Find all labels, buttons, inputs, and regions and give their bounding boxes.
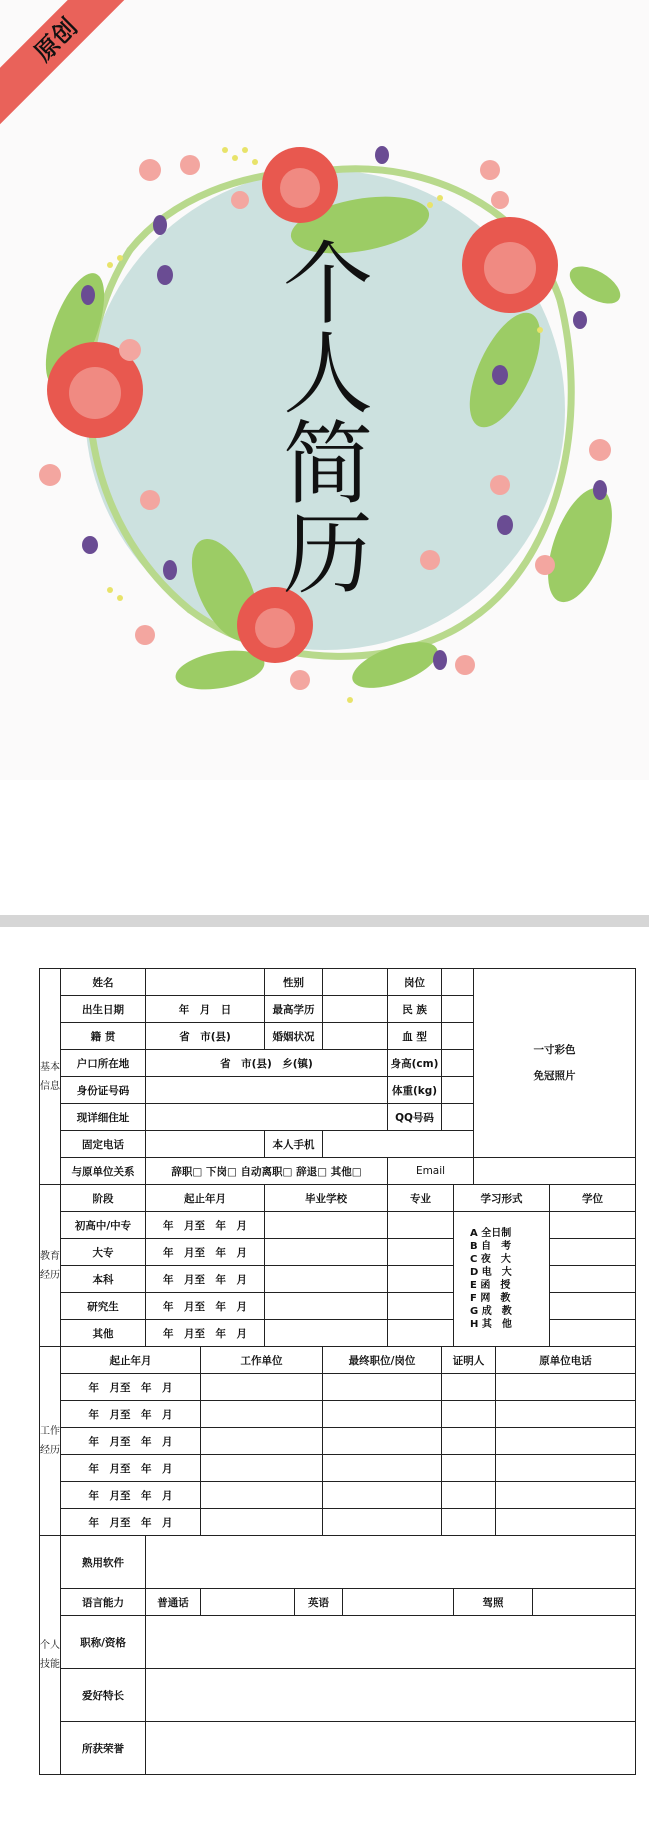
label-hukou: 户口所在地 [61,1050,146,1077]
study-form-e: E 函 授 [470,1280,511,1291]
work-reference-2[interactable] [442,1401,496,1428]
field-email[interactable] [474,1158,636,1185]
relation-options[interactable]: 辞职□ 下岗□ 自动离职□ 辞退□ 其他□ [146,1158,388,1185]
label-native-place: 籍 贯 [61,1023,146,1050]
work-reference-3[interactable] [442,1428,496,1455]
work-reference-6[interactable] [442,1509,496,1536]
field-ethnicity[interactable] [442,996,474,1023]
study-form-d: D 电 大 [470,1267,512,1278]
work-title-2[interactable] [323,1401,442,1428]
corner-ribbon [0,0,140,140]
edu-major-3[interactable] [388,1266,454,1293]
label-blood: 血 型 [388,1023,442,1050]
work-header-title: 最终职位/岗位 [323,1347,442,1374]
label-hobbies: 爱好特长 [61,1669,146,1722]
work-employer-3[interactable] [201,1428,323,1455]
field-height[interactable] [442,1050,474,1077]
label-mobile: 本人手机 [265,1131,323,1158]
work-period-2[interactable]: 年 月至 年 月 [61,1401,201,1428]
work-row-6 [40,1509,636,1536]
work-period-3[interactable]: 年 月至 年 月 [61,1428,201,1455]
label-marital: 婚姻状况 [265,1023,323,1050]
field-mandarin[interactable] [201,1589,295,1616]
work-employer-2[interactable] [201,1401,323,1428]
resume-form-table [39,968,636,1775]
page-divider [0,915,649,927]
label-position: 岗位 [388,969,442,996]
edu-header-major: 专业 [388,1185,454,1212]
study-form-b: B 自 考 [470,1241,512,1252]
work-employer-6[interactable] [201,1509,323,1536]
field-license[interactable] [533,1589,636,1616]
work-row-1 [40,1374,636,1401]
field-birth-date[interactable]: 年 月 日 [146,996,265,1023]
edu-header-row [40,1185,636,1212]
work-period-1[interactable]: 年 月至 年 月 [61,1374,201,1401]
skills-row-honors [40,1722,636,1775]
label-language: 语言能力 [61,1589,146,1616]
work-title-4[interactable] [323,1455,442,1482]
work-period-4[interactable]: 年 月至 年 月 [61,1455,201,1482]
photo-label-1: 一寸彩色 [533,1044,576,1056]
work-period-6[interactable]: 年 月至 年 月 [61,1509,201,1536]
label-gender: 性别 [265,969,323,996]
edu-major-5[interactable] [388,1320,454,1347]
work-phone-1[interactable] [496,1374,636,1401]
edu-stage-5: 其他 [61,1320,146,1347]
skills-row-software [40,1536,636,1589]
edu-header-stage: 阶段 [61,1185,146,1212]
edu-major-4[interactable] [388,1293,454,1320]
work-header-reference: 证明人 [442,1347,496,1374]
label-address: 现详细住址 [61,1104,146,1131]
label-prev-relation: 与原单位关系 [61,1158,146,1185]
original-badge: 原创 [0,0,140,125]
work-phone-2[interactable] [496,1401,636,1428]
work-reference-1[interactable] [442,1374,496,1401]
edu-period-5[interactable]: 年 月至 年 月 [146,1320,265,1347]
work-header-phone: 原单位电话 [496,1347,636,1374]
field-address[interactable] [146,1104,388,1131]
work-title-1[interactable] [323,1374,442,1401]
field-qq[interactable] [442,1104,474,1131]
section-label-skills: 个人技能 [40,1536,61,1775]
edu-degree-1[interactable] [550,1212,636,1239]
field-hukou[interactable]: 省 市(县) 乡(镇) [146,1050,388,1077]
field-honors[interactable] [146,1722,636,1775]
field-software[interactable] [146,1536,636,1589]
skills-row-hobbies [40,1669,636,1722]
label-mandarin: 普通话 [146,1589,201,1616]
work-reference-5[interactable] [442,1482,496,1509]
field-title-qual[interactable] [146,1616,636,1669]
edu-school-5[interactable] [265,1320,388,1347]
edu-major-2[interactable] [388,1239,454,1266]
edu-header-form: 学习形式 [454,1185,550,1212]
field-hobbies[interactable] [146,1669,636,1722]
label-english: 英语 [295,1589,343,1616]
label-license: 驾照 [454,1589,533,1616]
edu-degree-3[interactable] [550,1266,636,1293]
label-ethnicity: 民 族 [388,996,442,1023]
work-row-2 [40,1401,636,1428]
edu-period-3[interactable]: 年 月至 年 月 [146,1266,265,1293]
field-native-place[interactable]: 省 市(县) [146,1023,265,1050]
field-marital[interactable] [323,1023,388,1050]
photo-label-2: 免冠照片 [533,1070,576,1082]
field-mobile[interactable] [323,1131,474,1158]
edu-school-1[interactable] [265,1212,388,1239]
edu-degree-5[interactable] [550,1320,636,1347]
study-form-a: A 全日制 [470,1228,512,1239]
label-qq: QQ号码 [388,1104,442,1131]
label-phone: 固定电话 [61,1131,146,1158]
field-phone[interactable] [146,1131,265,1158]
study-form-c: C 夜 大 [470,1254,511,1265]
work-phone-5[interactable] [496,1482,636,1509]
label-software: 熟用软件 [61,1536,146,1589]
edu-school-4[interactable] [265,1293,388,1320]
work-title-3[interactable] [323,1428,442,1455]
edu-period-1[interactable]: 年 月至 年 月 [146,1212,265,1239]
edu-header-school: 毕业学校 [265,1185,388,1212]
label-weight: 体重(kg) [388,1077,442,1104]
section-label-basic: 基本信息 [40,969,61,1185]
work-phone-6[interactable] [496,1509,636,1536]
label-birth-date: 出生日期 [61,996,146,1023]
work-employer-5[interactable] [201,1482,323,1509]
field-blood[interactable] [442,1023,474,1050]
study-form-options[interactable] [454,1212,550,1347]
study-form-h: H 其 他 [470,1319,512,1330]
edu-degree-2[interactable] [550,1239,636,1266]
edu-stage-4: 研究生 [61,1293,146,1320]
edu-header-period: 起止年月 [146,1185,265,1212]
work-phone-3[interactable] [496,1428,636,1455]
edu-header-degree: 学位 [550,1185,636,1212]
section-label-education: 教育经历 [40,1185,61,1347]
field-weight[interactable] [442,1077,474,1104]
label-email: Email [388,1158,474,1185]
work-title-6[interactable] [323,1509,442,1536]
label-honors: 所获荣誉 [61,1722,146,1775]
work-header-row [40,1347,636,1374]
skills-row-title [40,1616,636,1669]
edu-period-2[interactable]: 年 月至 年 月 [146,1239,265,1266]
edu-degree-4[interactable] [550,1293,636,1320]
field-english[interactable] [343,1589,454,1616]
label-height: 身高(cm) [388,1050,442,1077]
study-form-f: F 网 教 [470,1293,511,1304]
section-label-work: 工作经历 [40,1347,61,1536]
work-header-period: 起止年月 [61,1347,201,1374]
label-title-qual: 职称/资格 [61,1616,146,1669]
skills-row-language [40,1589,636,1616]
study-form-g: G 成 教 [470,1306,512,1317]
work-title-5[interactable] [323,1482,442,1509]
work-employer-1[interactable] [201,1374,323,1401]
edu-school-2[interactable] [265,1239,388,1266]
edu-stage-2: 大专 [61,1239,146,1266]
label-id-no: 身份证号码 [61,1077,146,1104]
photo-box[interactable] [474,969,636,1158]
work-employer-4[interactable] [201,1455,323,1482]
field-id-no[interactable] [146,1077,388,1104]
edu-period-4[interactable]: 年 月至 年 月 [146,1293,265,1320]
edu-stage-3: 本科 [61,1266,146,1293]
work-header-employer: 工作单位 [201,1347,323,1374]
work-row-4 [40,1455,636,1482]
field-position[interactable] [442,969,474,996]
basic-row-1 [40,969,636,996]
label-name: 姓名 [61,969,146,996]
label-highest-edu: 最高学历 [265,996,323,1023]
basic-row-8 [40,1158,636,1185]
work-reference-4[interactable] [442,1455,496,1482]
cover-title: 个人简历 [283,232,373,607]
work-phone-4[interactable] [496,1455,636,1482]
work-period-5[interactable]: 年 月至 年 月 [61,1482,201,1509]
field-name[interactable] [146,969,265,996]
work-row-5 [40,1482,636,1509]
field-gender[interactable] [323,969,388,996]
work-row-3 [40,1428,636,1455]
cover-page [0,0,649,780]
edu-row-1 [40,1212,636,1239]
edu-stage-1: 初高中/中专 [61,1212,146,1239]
edu-major-1[interactable] [388,1212,454,1239]
edu-school-3[interactable] [265,1266,388,1293]
field-highest-edu[interactable] [323,996,388,1023]
